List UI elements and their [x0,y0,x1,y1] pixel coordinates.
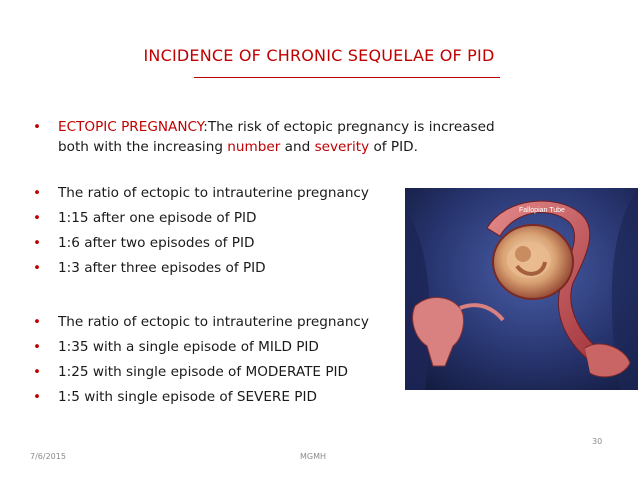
bullet-continuation [58,137,418,157]
fallopian-tube-label: Fallopian Tube [519,207,565,214]
bullet-ratio-1-6 [33,233,254,253]
bullet-text: 1:25 with single episode of MODERATE PID [58,364,348,380]
bullet-icon: • [33,119,42,135]
bullet-ratio-1-15 [33,208,257,228]
text-fragment: both with the increasing [58,139,228,155]
bullet-icon: • [33,314,42,330]
bullet-text: 1:35 with a single episode of MILD PID [58,339,319,355]
bullet-text: 1:5 with single episode of SEVERE PID [58,389,317,405]
footer-date: 7/6/2015 [30,452,66,461]
bullet-ratio-heading-2 [33,312,369,332]
bullet-ratio-heading-1 [33,183,369,203]
bullet-icon: • [33,364,42,380]
bullet-icon: • [33,210,42,226]
bullet-lead: ECTOPIC PREGNANCY [58,119,204,135]
bullet-ectopic-pregnancy [33,117,495,137]
text-fragment: of PID. [369,139,418,155]
bullet-text: 1:15 after one episode of PID [58,210,257,226]
highlight-severity: severity [314,139,370,155]
bullet-text: The ratio of ectopic to intrauterine pregnancy [58,185,369,201]
bullet-icon: • [33,339,42,355]
footer-organization: MGMH [300,452,327,461]
bullet-text: 1:3 after three episodes of PID [58,260,266,276]
highlight-number: number [227,139,281,155]
bullet-icon: • [33,235,42,251]
illustration-svg [405,188,638,390]
bullet-ratio-moderate [33,362,348,382]
bullet-text: 1:6 after two episodes of PID [58,235,255,251]
title-underline [194,77,500,78]
bullet-icon: • [33,260,42,276]
ectopic-pregnancy-illustration [405,188,638,390]
bullet-text: :The risk of ectopic pregnancy is increased [203,119,495,135]
slide-title: INCIDENCE OF CHRONIC SEQUELAE OF PID [143,46,495,65]
bullet-text: The ratio of ectopic to intrauterine pregnancy [58,314,369,330]
bullet-ratio-1-3 [33,258,266,278]
bullet-icon: • [33,389,42,405]
text-fragment: and [280,139,315,155]
bullet-ratio-mild [33,337,319,357]
bullet-ratio-severe [33,387,317,407]
page-number: 30 [592,437,603,446]
bullet-icon: • [33,185,42,201]
